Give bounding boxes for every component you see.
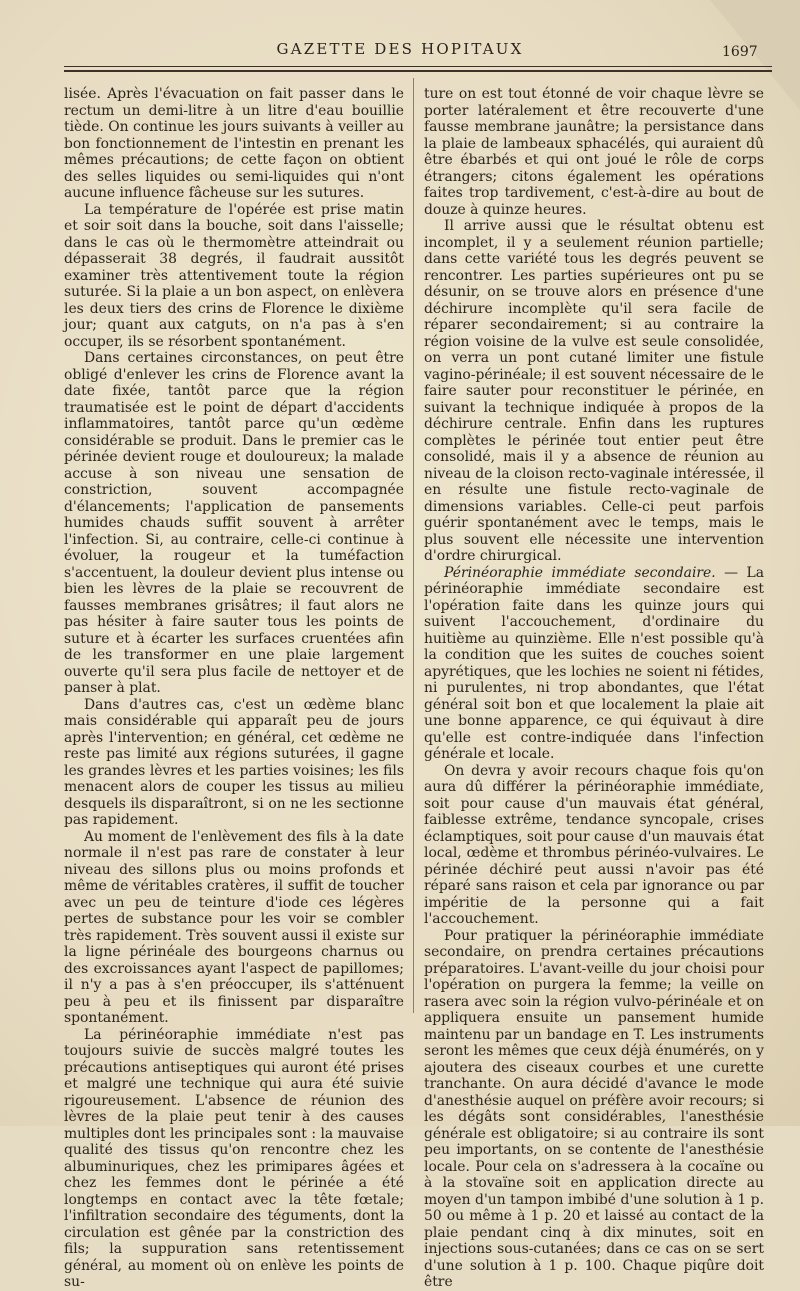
section-heading: Périnéoraphie immédiate secondaire. [444, 564, 716, 581]
paragraph: Dans certaines circonstances, on peut être obligé d'enlever les crins de Florence avant la date fixée, tantôt parce que la région traumatisée est le point de départ d'accidents inflammatoires, tantôt parce qu'un œdème considérable se produit. Dans le premier cas le périnée devient rouge et douloureux; la malade accuse à son niveau une sensation de constriction, souvent accompagnée d'élancements; l'application de pansements humides chauds suffit souvent à arrêter l'infection. Si, au contraire, celle-ci continue à évoluer, la rougeur et la tuméfaction s'accentuent, la douleur devient plus intense ou bien les lèvres de la plaie se recouvrent de fausses membranes grisâtres; il faut alors ne pas hésiter à faire sauter tous les points de suture et à écarter les surfaces cruentées afin de les transformer en une plaie largement ouverte qu'il sera plus facile de nettoyer et de panser à plat. [64, 350, 404, 696]
paragraph: La périnéoraphie immédiate n'est pas toujours suivie de succès malgré toutes les précautions antiseptiques qui auront été prises et malgré une technique qui aura été suivie rigoureusement. L'absence de réunion des lèvres de la plaie peut tenir à des causes multiples dont les principales sont : la mauvaise qualité des tissus qu'on rencontre chez les albuminuriques, chez les primipares âgées et chez les femmes dont le périnée a été longtemps en contact avec la tête fœtale; l'infiltration secondaire des téguments, dont la circulation est gênée par la constriction des fils; la suppuration sans retentissement général, au moment où on enlève les points de su- [64, 1026, 404, 1290]
page-number: 1697 [722, 44, 758, 60]
running-header: GAZETTE DES HOPITAUX [276, 40, 524, 58]
column-divider [413, 78, 414, 1013]
paragraph-section [424, 565, 764, 763]
header-rule-thin [64, 66, 772, 67]
left-column [64, 86, 404, 1290]
paragraph: La température de l'opérée est prise matin et soir soit dans la bouche, soit dans l'aisselle; dans le cas où le thermomètre atteindrait ou dépasserait 38 degrés, il faudrait aussitôt examiner très attentivement toute la région suturée. Si la plaie a un bon aspect, on enlèvera les deux tiers des crins de Florence le dixième jour; quant aux catguts, on n'a pas à s'en occuper, ils se résorbent spontanément. [64, 201, 404, 350]
section-text: — La périnéoraphie immédiate secondaire est l'opération faite dans les quinze jours qui suivent l'accouchement, d'ordinaire du huitième au quinzième. Elle n'est possible qu'à la condition que les suites de couches soient apyrétiques, que les lochies ne soient ni fétides, ni purulentes, ni trop abondantes, que l'état général soit bon et que localement la plaie ait une bonne apparence, ce qui équivaut à dire qu'elle est contre-indiquée dans l'infection générale et locale. [424, 564, 765, 762]
paragraph: ture on est tout étonné de voir chaque lèvre se porter latéralement et être recouverte d'une fausse membrane jaunâtre; la persistance dans la plaie de lambeaux sphacélés, qui auraient dû être ébarbés et qui ont joué le rôle de corps étrangers; citons également les opérations faites trop tardivement, c'est-à-dire au bout de douze à quinze heures. [424, 86, 764, 218]
paragraph: Pour pratiquer la périnéoraphie immédiate secondaire, on prendra certaines précautions préparatoires. L'avant-veille du jour choisi pour l'opération on purgera la femme; la veille on rasera avec soin la région vulvo-périnéale et on appliquera ensuite un pansement humide maintenu par un bandage en T. Les instruments seront les mêmes que ceux déjà énumérés, on y ajoutera des ciseaux courbes et une curette tranchante. On aura décidé d'avance le mode d'anesthésie auquel on préfère avoir recours; si les dégâts sont considérables, l'anesthésie générale est obligatoire; si au contraire ils sont peu importants, on se contente de l'anesthésie locale. Pour cela on s'adressera à la cocaïne ou à la stovaïne soit en application directe au moyen d'un tampon imbibé d'une solution à 1 p. 50 ou même à 1 p. 20 et laissé au contact de la plaie pendant cinq à dix minutes, soit en injections sous-cutanées; dans ce cas on se sert d'une solution à 1 p. 100. Chaque piqûre doit être [424, 927, 764, 1290]
header-rule-thick [64, 70, 772, 72]
right-column [424, 86, 765, 1290]
paragraph: Au moment de l'enlèvement des fils à la date normale il n'est pas rare de constater à leur niveau des sillons plus ou moins profonds et même de véritables cratères, il suffit de toucher avec un peu de teinture d'iode ces légères pertes de substance pour les voir se combler très rapidement. Très souvent aussi il existe sur la ligne périnéale des bourgeons charnus ou des excroissances ayant l'aspect de papillomes; il n'y a pas à s'en préoccuper, ils s'atténuent peu à peu et ils finissent par disparaître spontanément. [64, 828, 404, 1026]
paragraph: Dans d'autres cas, c'est un œdème blanc mais considérable qui apparaît peu de jours après l'intervention; en général, cet œdème ne reste pas limité aux régions suturées, il gagne les grandes lèvres et les parties voisines; les fils menacent alors de couper les tissus au milieu desquels ils disparaîtront, si on ne les sectionne pas rapidement. [64, 696, 404, 828]
paragraph: lisée. Après l'évacuation on fait passer dans le rectum un demi-litre à un litre d'eau bouillie tiède. On continue les jours suivants à veiller au bon fonctionnement de l'intestin en prenant les mêmes précautions; de cette façon on obtient des selles liquides ou semi-liquides qui n'ont aucune influence fâcheuse sur les sutures. [64, 86, 404, 201]
paragraph: Il arrive aussi que le résultat obtenu est incomplet, il y a seulement réunion partielle; dans cette variété tous les degrés peuvent se rencontrer. Les parties supérieures ont pu se désunir, on se trouve alors en présence d'une déchirure incomplète qu'il sera facile de réparer secondairement; si au contraire la région voisine de la vulve est seule consolidée, on verra un pont cutané limiter une fistule vagino-périnéale; il est souvent nécessaire de le faire sauter pour reconstituer le périnée, en suivant la technique indiquée à propos de la déchirure centrale. Enfin dans les ruptures complètes le périnée tout entier peut être consolidé, mais il y a absence de réunion au niveau de la cloison recto-vaginale intéressée, il en résulte une fistule recto-vaginale de dimensions variables. Celle-ci peut parfois guérir spontanément avec le temps, mais le plus souvent elle nécessite une intervention d'ordre chirurgical. [424, 218, 764, 564]
paragraph: On devra y avoir recours chaque fois qu'on aura dû différer la périnéoraphie immédiate, soit pour cause d'un mauvais état général, faiblesse extrême, tendance syncopale, crises éclamptiques, soit pour cause d'un mauvais état local, œdème et thrombus périnéo-vulvaires. Le périnée déchiré peut aussi n'avoir pas été réparé sans raison et cela par ignorance ou par impéritie de la personne qui a fait l'accouchement. [424, 762, 764, 927]
